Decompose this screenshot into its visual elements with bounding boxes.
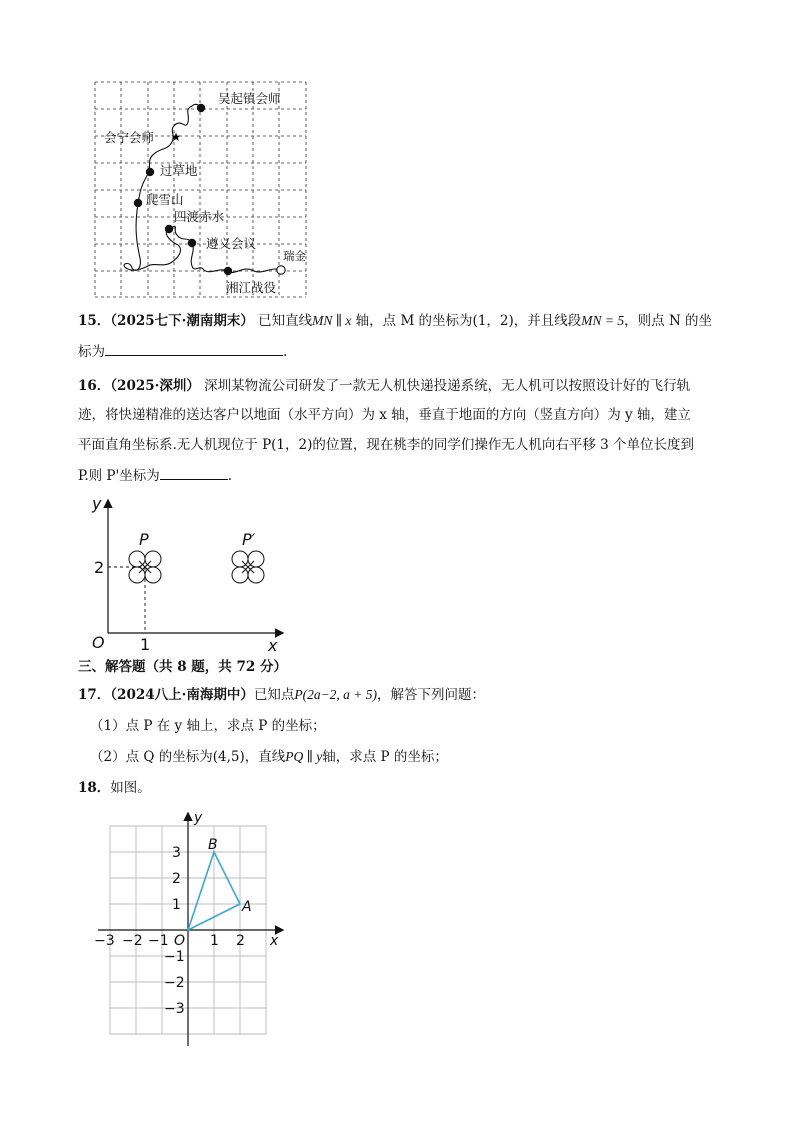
question-number: 16． [78, 378, 111, 394]
x-tick-2: 2 [236, 933, 245, 949]
question-15-line1 [78, 311, 712, 331]
axis-label-y: y [92, 494, 102, 513]
svg-text:★: ★ [170, 130, 182, 144]
question-15-line2 [78, 341, 287, 362]
tick-label-1: 1 [140, 635, 151, 654]
answer-blank[interactable] [105, 341, 283, 356]
x-tick-1: 1 [210, 933, 219, 949]
question-source: （2024八上·南海期中） [110, 687, 254, 703]
question-number: 15． [78, 313, 111, 329]
question-text: 迹，将快递精准的送达客户以地面（水平方向）为 x 轴，垂直于地面的方向（竖直方向）为 y 轴，建立 [78, 407, 691, 423]
axis-label-x: x [270, 933, 279, 949]
y-tick-neg1: −1 [164, 949, 185, 965]
drone-p-prime-icon [232, 551, 264, 583]
question-17-part1: （1）点 P 在 y 轴上，求点 P 的坐标； [90, 718, 326, 734]
question-text: 轴，点 M 的坐标为(1，2)，并且线段 [355, 313, 582, 329]
axis-label-x: x [268, 636, 278, 655]
question-16-line3 [78, 435, 694, 455]
answer-blank[interactable] [160, 465, 228, 480]
question-number: 18． [78, 780, 111, 796]
label-wuqi: 吴起镇会师 [218, 91, 281, 106]
question-text: 如图。 [110, 780, 151, 796]
point-label-p: P [139, 530, 149, 549]
question-16-line4 [78, 465, 232, 486]
question-16-line2 [78, 405, 691, 425]
question-18-line1 [78, 778, 151, 798]
question-text: ，解答下列问题： [377, 687, 486, 703]
math-expression: MN ∥ x [312, 313, 352, 328]
label-xueshan: 爬雪山 [146, 192, 184, 207]
math-expression: PQ ∥ y [285, 749, 323, 764]
label-zunyi: 遵义会议 [206, 236, 257, 251]
question-text: 深圳某物流公司研发了一款无人机快递投递系统，无人机可以按照设计好的飞行轨 [204, 378, 691, 394]
punctuation: . [283, 344, 288, 360]
label-xiangjiang: 湘江战役 [226, 280, 277, 295]
question-17-line1 [78, 685, 485, 705]
y-tick-2: 2 [172, 871, 181, 887]
x-tick-neg2: −2 [122, 933, 143, 949]
y-tick-neg2: −2 [164, 975, 185, 991]
question-text: 轴，求点 P 的坐标； [322, 749, 448, 765]
y-tick-neg3: −3 [164, 1001, 185, 1017]
origin-label: O [174, 933, 186, 949]
drone-graph [86, 493, 292, 655]
question-text: P.则 P'坐标为 [78, 468, 160, 484]
label-chishui: 四渡赤水 [174, 209, 225, 224]
question-text: 标为 [78, 344, 105, 360]
point-label-a: A [242, 899, 252, 915]
label-caodi: 过草地 [160, 163, 198, 178]
triangle-grid-graph [92, 808, 288, 1050]
x-tick-neg3: −3 [94, 933, 115, 949]
math-expression: P(2a−2, a + 5) [294, 687, 378, 702]
point-label-p-prime: P′ [242, 530, 256, 549]
y-tick-3: 3 [172, 845, 181, 861]
question-text: （2）点 Q 的坐标为(4,5)，直线 [90, 749, 286, 765]
question-number: 17． [78, 687, 111, 703]
tick-label-2: 2 [94, 558, 105, 577]
punctuation: . [227, 468, 233, 484]
question-source: （2025·深圳） [110, 378, 200, 394]
section-title: 三、解答题（共 8 题，共 72 分） [78, 659, 287, 675]
question-17-part2 [90, 747, 448, 767]
y-tick-1: 1 [172, 897, 181, 913]
question-source: （2025七下·潮南期末） [110, 313, 254, 329]
long-march-map [92, 80, 310, 302]
question-text: 已知点 [253, 687, 295, 703]
origin-label: O [92, 633, 105, 652]
math-expression: MN = 5 [581, 313, 625, 328]
label-ruijin: 瑞金 [283, 249, 306, 263]
question-text: ，则点 N 的坐 [624, 313, 713, 329]
question-16-line1 [78, 376, 690, 396]
question-text: 平面直角坐标系.无人机现位于 P(1，2)的位置，现在桃李的同学们操作无人机向右平移 3 个单位长度到 [78, 437, 695, 453]
label-huining: 会宁会师 [104, 130, 155, 145]
question-text: 已知直线 [258, 313, 313, 329]
axis-label-y: y [194, 810, 203, 826]
x-tick-neg1: −1 [148, 933, 169, 949]
point-label-b: B [208, 837, 218, 853]
